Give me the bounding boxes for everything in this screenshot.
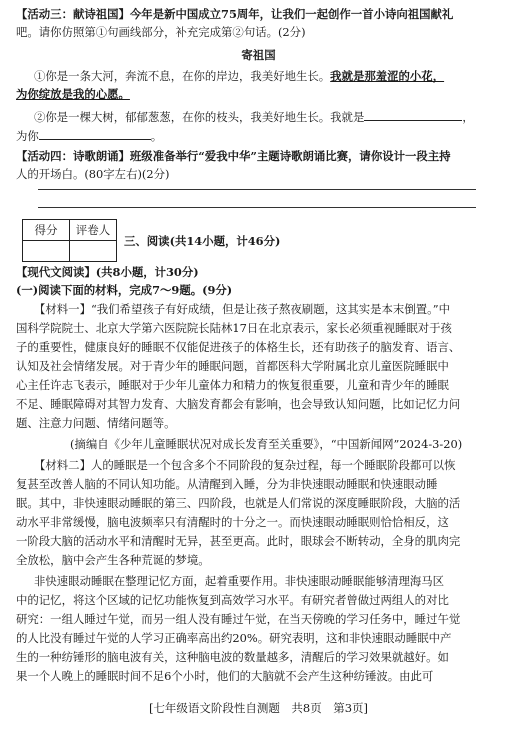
- material1-line: 国科学院院士、北京大学第六医院院长陆林17日在北京表示，家长必须重视睡眠对于孩: [16, 321, 452, 335]
- material2-line: 复甚至改善人脑的不同认知功能。从清醒到入睡，分为非快速眼动睡眠和快速眼动睡: [16, 477, 438, 491]
- activity4-line2: 人的开场白。(80字左右)(2分): [16, 167, 170, 181]
- poem-line1-plain: ①你是一条大河，奔流不息，在你的岸边，我美好地生长。: [34, 69, 331, 83]
- material1-line: 心主任许志飞表示，睡眠对于少年儿童体力和精力的恢复很重要，儿童和青少年的睡眠: [16, 378, 449, 392]
- activity4-line1: [16, 148, 502, 165]
- part1-heading: (一)阅读下面的材料，完成7～9题。(9分): [16, 283, 233, 297]
- answer-line-1[interactable]: [38, 189, 476, 190]
- activity3-line2: 吧。请你仿照第①句画线部分，补充完成第②句话。(2分): [16, 25, 306, 39]
- poem-line2-comma: ，: [462, 110, 474, 124]
- grader-header: 评卷人: [70, 220, 117, 241]
- material1-line: 认知及社会情绪发展。对于青少年的睡眠问题，首都医科大学附属北京儿童医院睡眠中: [16, 359, 449, 373]
- poem-line2-period: 。: [150, 129, 163, 143]
- material1-source: (摘编自《少年儿童睡眠状况对成长发育至关重要》，“中国新闻网”2024-3-20): [70, 437, 463, 451]
- poem-line1-underlined: 我就是那羞涩的小花，: [330, 69, 445, 83]
- material2-line: 果一个人晚上的睡眠时间不足6个小时，他们的大脑就不会产生这种纺锤波。由此可: [16, 669, 434, 683]
- score-header: 得分: [23, 220, 70, 241]
- modern-reading-heading: 【现代文阅读】(共8小题，计30分): [16, 265, 199, 279]
- activity4-text: 【活动四：诗歌朗诵】班级准备举行“爱我中华”主题诗歌朗诵比赛，请你设计一段主持: [16, 149, 451, 163]
- section3-heading: 三、阅读(共14小题，计46分): [124, 234, 281, 248]
- answer-line-2[interactable]: [38, 207, 476, 208]
- material1-line: 不足、睡眠障碍对其智力发育、大脑发育都会有影响，也会导致认知问题，比如记忆力问: [16, 397, 461, 411]
- page-footer: [七年级语文阶段性自测题 共8页 第3页]: [148, 701, 369, 715]
- material1-line: 题、注意力问题、情绪问题等。: [16, 416, 176, 430]
- poem-line2-start: 为你: [16, 129, 39, 143]
- poem-line2: [34, 108, 502, 126]
- material2-line: 动水平非常缓慢，脑电波频率只有清醒时的十分之一。而快速眼动睡眠则恰恰相反，这: [16, 515, 449, 529]
- material2-line: 【材料二】人的睡眠是一个包含多个不同阶段的复杂过程，每一个睡眠阶段都可以恢: [34, 458, 456, 472]
- material2-line: 非快速眼动睡眠在整理记忆方面，起着重要作用。非快速眼动睡眠能够清理海马区: [34, 574, 445, 588]
- material1-line: 子的重要性，健康良好的睡眠不仅能促进孩子的体格生长，还有助孩子的脑发育、语言、: [16, 340, 461, 354]
- activity3-text: 【活动三：献诗祖国】今年是新中国成立75周年，让我们一起创作一首小诗向祖国献礼: [16, 7, 454, 21]
- material1-line: 【材料一】“我们希望孩子有好成绩，但是让孩子熬夜刷题，这其实是本末倒置。”中: [34, 302, 451, 316]
- poem-line1-underlined-cont: 为你绽放是我的心愿。: [16, 87, 130, 101]
- score-cell[interactable]: [23, 241, 70, 262]
- score-table: [22, 219, 117, 262]
- poem-line2-text: ②你是一棵大树，郁郁葱葱，在你的枝头，我美好地生长。我就是: [34, 110, 365, 124]
- material2-line: 的人比没有睡过午觉的人学习正确率高出约20%。研究表明，这和非快速眼动睡眠中产: [16, 631, 452, 645]
- material2-line: 研究：一组人睡过午觉，而另一组人没有睡过午觉，在当天傍晚的学习任务中，睡过午觉: [16, 612, 461, 626]
- poem-line1: [34, 68, 502, 85]
- material2-line: 一阶段大脑的活动水平和清醒时无异，甚至更高。此时，眼球会不断转动，全身的肌肉完: [16, 534, 461, 548]
- activity3-line1: [16, 6, 502, 23]
- material2-line: 全放松，脑中会产生各种荒诞的梦境。: [16, 553, 210, 567]
- material2-line: 生的一种纺锤形的脑电波有关，这种脑电波的数量越多，清醒后的学习效果就越好。如: [16, 650, 449, 664]
- poem-line1-cont: [16, 86, 502, 103]
- grader-cell[interactable]: [70, 241, 117, 262]
- material2-line: 中的记忆，将这个区域的记忆功能恢复到高效学习水平。有研究者曾做过两组人的对比: [16, 593, 449, 607]
- answer-blank-2[interactable]: [39, 127, 151, 140]
- material2-line: 眠。其中，非快速眼动睡眠的第三、四阶段，也就是人们常说的深度睡眠阶段，大脑的活: [16, 496, 461, 510]
- poem-title: 寄祖国: [241, 48, 276, 62]
- poem-line2-cont: [16, 127, 502, 145]
- answer-blank-1[interactable]: [364, 108, 462, 121]
